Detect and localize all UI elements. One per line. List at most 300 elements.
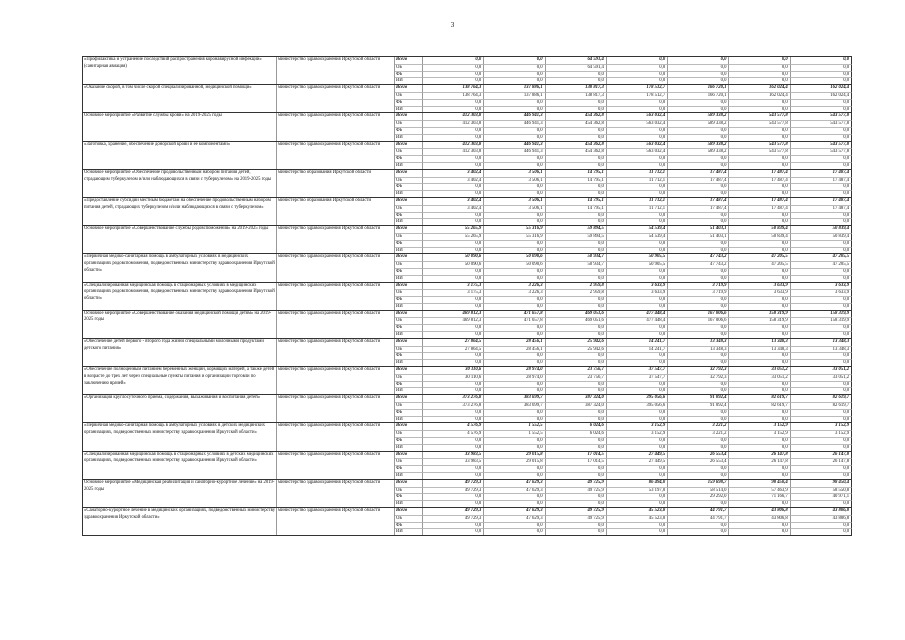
amount-cell: 0,0 — [607, 331, 668, 338]
amount-cell: 0,0 — [729, 127, 790, 134]
amount-cell: 0,0 — [484, 387, 545, 394]
amount-cell: 0,0 — [791, 162, 852, 169]
funding-source: ИИ — [395, 247, 423, 254]
amount-cell: 91 092,4 — [668, 402, 729, 409]
amount-cell: 50 090,6 — [423, 261, 484, 268]
amount-cell: 49 725,9 — [546, 515, 607, 522]
amount-cell: 0,0 — [423, 77, 484, 84]
amount-cell: 454 362,8 — [546, 113, 607, 120]
funding-source: ФБ — [395, 409, 423, 416]
amount-cell: 162 024,4 — [729, 85, 790, 92]
amount-cell: 0,0 — [668, 296, 729, 303]
amount-cell: 0,0 — [484, 190, 545, 197]
amount-cell: 0,0 — [546, 247, 607, 254]
amount-cell: 0,0 — [791, 127, 852, 134]
amount-cell: 0,0 — [668, 331, 729, 338]
amount-cell: 446 941,3 — [484, 148, 545, 155]
funding-source: ОБ — [395, 92, 423, 99]
funding-source: ФБ — [395, 352, 423, 359]
amount-cell: 589 338,2 — [668, 120, 729, 127]
amount-cell: 387 324,0 — [546, 402, 607, 409]
amount-cell: 138 764,3 — [423, 85, 484, 92]
funding-source: ИИ — [395, 106, 423, 113]
amount-cell: 40 971,1 — [791, 493, 852, 500]
table-row — [82, 366, 852, 394]
funding-source: Всего — [395, 452, 423, 459]
funding-source: ИИ — [395, 162, 423, 169]
amount-cell: 0,0 — [729, 444, 790, 451]
amount-cell: 543 577,8 — [791, 142, 852, 149]
amount-cell: 138 817,3 — [546, 85, 607, 92]
amount-cell: 26 147,8 — [729, 458, 790, 465]
amount-cell: 395 056,6 — [607, 395, 668, 402]
amount-cell: 373 276,8 — [423, 395, 484, 402]
amount-cell: 0,0 — [423, 444, 484, 451]
amount-cell: 0,0 — [546, 155, 607, 162]
executor: министерство здравоохранения Иркутской области — [277, 423, 395, 450]
amount-cell: 0,0 — [791, 444, 852, 451]
amount-cell: 0,0 — [791, 134, 852, 141]
amount-cell: 17 487,4 — [729, 170, 790, 177]
amount-cell: 0,0 — [423, 155, 484, 162]
amount-cell: 0,0 — [484, 416, 545, 423]
table-row — [82, 197, 852, 225]
amount-cell: 43 806,8 — [729, 508, 790, 515]
amount-cell: 543 577,8 — [729, 148, 790, 155]
funding-source: ФБ — [395, 127, 423, 134]
amount-cell: 33 051,2 — [729, 367, 790, 374]
amount-cell: 0,0 — [729, 71, 790, 78]
amount-cell: 0,0 — [546, 387, 607, 394]
amount-cell: 0,0 — [546, 71, 607, 78]
amount-cell: 138 764,3 — [423, 92, 484, 99]
amount-cell: 17 014,5 — [546, 452, 607, 459]
activity-name: Основное мероприятие «Совершенствование оказания медицинской помощи детям» на 2019-2025 годы — [82, 311, 277, 338]
amount-cell: 454 362,8 — [546, 120, 607, 127]
amount-cell: 0,0 — [668, 268, 729, 275]
amount-cell: 3 402,4 — [423, 170, 484, 177]
amount-cell: 0,0 — [791, 99, 852, 106]
amount-cell: 0,0 — [791, 275, 852, 282]
amount-cell: 0,0 — [423, 387, 484, 394]
amount-cell: 0,0 — [607, 134, 668, 141]
amount-cell: 0,0 — [729, 212, 790, 219]
amount-cell: 0,0 — [423, 472, 484, 479]
funding-source: ОБ — [395, 261, 423, 268]
amount-cell: 6 024,6 — [546, 430, 607, 437]
amount-cell: 53 197,0 — [607, 487, 668, 494]
amount-cell: 17 014,5 — [546, 458, 607, 465]
funding-source: ФБ — [395, 437, 423, 444]
funding-source: ОБ — [395, 515, 423, 522]
amount-cell: 50 839,4 — [791, 233, 852, 240]
funding-source: Всего — [395, 508, 423, 515]
amount-cell: 0,0 — [668, 437, 729, 444]
row-total-line — [82, 451, 852, 464]
amount-cell: 0,0 — [484, 155, 545, 162]
amount-cell: 0,0 — [607, 437, 668, 444]
funding-source: Всего — [395, 198, 423, 205]
amount-cell: 0,0 — [668, 134, 729, 141]
amount-cell: 13 348,3 — [668, 346, 729, 353]
amount-cell: 543 577,8 — [729, 142, 790, 149]
amount-cell: 0,0 — [729, 324, 790, 331]
activity-name: Основное мероприятие «Совершенствование службы родовспоможения» на 2019-2025 годы — [82, 226, 277, 253]
amount-cell: 33 051,2 — [791, 374, 852, 381]
amount-cell: 54 539,4 — [607, 233, 668, 240]
amount-cell: 0,0 — [607, 162, 668, 169]
amount-cell: 0,0 — [668, 162, 729, 169]
funding-source: ОБ — [395, 317, 423, 324]
executor: министерство здравоохранения Иркутской области — [277, 367, 395, 394]
amount-cell: 0,0 — [423, 127, 484, 134]
amount-cell: 0,0 — [546, 162, 607, 169]
amount-cell: 158 319,9 — [729, 311, 790, 318]
amount-cell: 0,0 — [484, 64, 545, 71]
amount-cell: 0,0 — [423, 57, 484, 64]
amount-cell: 0,0 — [546, 500, 607, 507]
amount-cell: 28 456,1 — [484, 346, 545, 353]
amount-cell: 11 712,1 — [607, 205, 668, 212]
amount-cell: 0,0 — [791, 155, 852, 162]
amount-cell: 0,0 — [423, 437, 484, 444]
amount-cell: 0,0 — [423, 99, 484, 106]
executor: министерство здравоохранения Иркутской области — [277, 480, 395, 507]
amount-cell: 0,0 — [668, 416, 729, 423]
amount-cell: 0,0 — [668, 444, 729, 451]
executor: министерство здравоохранения Иркутской области — [277, 142, 395, 169]
row-total-line — [82, 508, 852, 520]
amount-cell: 0,0 — [607, 240, 668, 247]
amount-cell: 37 547,7 — [607, 367, 668, 374]
amount-cell: 471 657,8 — [484, 317, 545, 324]
amount-cell: 0,0 — [484, 493, 545, 500]
amount-cell: 0,0 — [668, 71, 729, 78]
table-row — [82, 422, 852, 450]
amount-cell: 64 591,4 — [546, 57, 607, 64]
amount-cell: 0,0 — [729, 381, 790, 388]
table-row — [82, 225, 852, 253]
funding-source: Всего — [395, 85, 423, 92]
amount-cell: 33 983,5 — [423, 458, 484, 465]
amount-cell: 0,0 — [423, 240, 484, 247]
amount-cell: 0,0 — [668, 155, 729, 162]
amount-cell: 0,0 — [668, 352, 729, 359]
amount-cell: 0,0 — [607, 409, 668, 416]
amount-cell: 3 719,9 — [668, 283, 729, 290]
funding-source: ФБ — [395, 183, 423, 190]
amount-cell: 3 506,1 — [484, 205, 545, 212]
amount-cell: 49 729,3 — [423, 480, 484, 487]
funding-source: ФБ — [395, 324, 423, 331]
amount-cell: 3 152,9 — [607, 423, 668, 430]
amount-cell: 29 015,8 — [484, 458, 545, 465]
amount-cell: 59 894,5 — [546, 233, 607, 240]
amount-cell: 17 487,4 — [791, 198, 852, 205]
amount-cell: 43 806,8 — [791, 508, 852, 515]
amount-cell: 43 806,8 — [791, 515, 852, 522]
funding-source: ФБ — [395, 212, 423, 219]
amount-cell: 55 265,9 — [423, 226, 484, 233]
activity-name: Основное мероприятие «Медицинская реабилитация и санаторно-курортное лечение» на 2019-2025 годы — [82, 480, 277, 507]
amount-cell: 0,0 — [546, 437, 607, 444]
row-total-line — [82, 310, 852, 323]
amount-cell: 0,0 — [607, 127, 668, 134]
funding-source: Всего — [395, 367, 423, 374]
executor: министерство здравоохранения Иркутской области — [277, 226, 395, 253]
amount-cell: 0,0 — [484, 500, 545, 507]
amount-cell: 0,0 — [607, 352, 668, 359]
amount-cell: 37 547,7 — [607, 374, 668, 381]
amount-cell: 158 319,9 — [729, 317, 790, 324]
page-number: 3 — [450, 21, 455, 29]
amount-cell: 0,0 — [668, 212, 729, 219]
amount-cell: 0,0 — [607, 472, 668, 479]
amount-cell: 0,0 — [546, 275, 607, 282]
amount-cell: 0,0 — [484, 465, 545, 472]
amount-cell: 0,0 — [607, 247, 668, 254]
amount-cell: 58 550,8 — [791, 487, 852, 494]
amount-cell: 0,0 — [668, 218, 729, 225]
amount-cell: 0,0 — [423, 324, 484, 331]
amount-cell: 3 152,9 — [729, 423, 790, 430]
amount-cell: 0,0 — [484, 240, 545, 247]
amount-cell: 0,0 — [607, 106, 668, 113]
funding-source: ФБ — [395, 381, 423, 388]
table-row — [82, 394, 852, 422]
amount-cell: 23 756,7 — [546, 374, 607, 381]
amount-cell: 17 487,4 — [729, 177, 790, 184]
funding-source: ОБ — [395, 177, 423, 184]
amount-cell: 3 402,4 — [423, 198, 484, 205]
amount-cell: 0,0 — [423, 303, 484, 310]
amount-cell: 0,0 — [546, 240, 607, 247]
amount-cell: 0,0 — [484, 183, 545, 190]
amount-cell: 0,0 — [607, 381, 668, 388]
amount-cell: 0,0 — [607, 268, 668, 275]
amount-cell: 0,0 — [668, 528, 729, 535]
amount-cell: 159 698,7 — [668, 480, 729, 487]
funding-source: ИИ — [395, 444, 423, 451]
funding-source: ФБ — [395, 240, 423, 247]
amount-cell: 0,0 — [607, 296, 668, 303]
amount-cell: 50 934,7 — [546, 254, 607, 261]
amount-cell: 0,0 — [791, 247, 852, 254]
amount-cell: 0,0 — [607, 522, 668, 529]
amount-cell: 0,0 — [546, 134, 607, 141]
amount-cell: 0,0 — [546, 352, 607, 359]
amount-cell: 98 450,4 — [729, 480, 790, 487]
funding-source: Всего — [395, 423, 423, 430]
amount-cell: 3 175,3 — [423, 289, 484, 296]
amount-cell: 469 051,6 — [546, 311, 607, 318]
executor: министерство здравоохранения Иркутской области — [277, 283, 395, 310]
executor: министерство здравоохранения Иркутской области — [277, 508, 395, 535]
amount-cell: 13 348,3 — [729, 339, 790, 346]
amount-cell: 0,0 — [668, 409, 729, 416]
amount-cell: 0,0 — [729, 275, 790, 282]
amount-cell: 49 729,3 — [423, 487, 484, 494]
amount-cell: 178 512,7 — [607, 92, 668, 99]
row-total-line — [82, 197, 852, 210]
funding-source: Всего — [395, 226, 423, 233]
amount-cell: 0,0 — [791, 465, 852, 472]
amount-cell: 3 152,9 — [791, 423, 852, 430]
activity-name: «Специализированная медицинская помощь в стационарных условиях в медицинских организациях родовспоможения, подведомственных министерству здравоохранения Иркутской области» — [82, 283, 277, 310]
amount-cell: 2 959,8 — [546, 283, 607, 290]
amount-cell: 47 205,5 — [791, 254, 852, 261]
amount-cell: 0,0 — [423, 64, 484, 71]
activity-name: Основное мероприятие «Развитие службы крови» на 2019-2025 годы — [82, 113, 277, 140]
amount-cell: 0,0 — [546, 127, 607, 134]
funding-source: ОБ — [395, 458, 423, 465]
amount-cell: 0,0 — [484, 127, 545, 134]
amount-cell: 0,0 — [668, 247, 729, 254]
amount-cell: 0,0 — [668, 57, 729, 64]
row-total-line — [82, 85, 852, 92]
amount-cell: 0,0 — [729, 57, 790, 64]
amount-cell: 543 577,8 — [729, 120, 790, 127]
amount-cell: 0,0 — [729, 106, 790, 113]
amount-cell: 0,0 — [423, 296, 484, 303]
amount-cell: 3 221,2 — [668, 423, 729, 430]
amount-cell: 0,0 — [791, 324, 852, 331]
amount-cell: 446 941,3 — [484, 142, 545, 149]
amount-cell: 91 092,4 — [668, 395, 729, 402]
amount-cell: 0,0 — [423, 352, 484, 359]
amount-cell: 0,0 — [484, 472, 545, 479]
amount-cell: 0,0 — [423, 190, 484, 197]
amount-cell: 0,0 — [546, 190, 607, 197]
amount-cell: 47 205,5 — [729, 254, 790, 261]
amount-cell: 44 791,7 — [668, 515, 729, 522]
amount-cell: 54 539,4 — [607, 226, 668, 233]
funding-source: ИИ — [395, 134, 423, 141]
funding-source: ОБ — [395, 402, 423, 409]
amount-cell: 0,0 — [546, 381, 607, 388]
amount-cell: 0,0 — [546, 218, 607, 225]
table-row — [82, 282, 852, 310]
amount-cell: 0,0 — [423, 218, 484, 225]
amount-cell: 0,0 — [423, 134, 484, 141]
amount-cell: 387 324,0 — [546, 395, 607, 402]
executor: министерство здравоохранения Иркутской области — [277, 57, 395, 84]
amount-cell: 178 512,7 — [607, 85, 668, 92]
amount-cell: 0,0 — [607, 64, 668, 71]
amount-cell: 0,0 — [423, 212, 484, 219]
amount-cell: 0,0 — [791, 57, 852, 64]
amount-cell: 0,0 — [546, 99, 607, 106]
amount-cell: 0,0 — [729, 247, 790, 254]
amount-cell: 0,0 — [423, 465, 484, 472]
executor: министерство здравоохранения Иркутской области — [277, 452, 395, 479]
amount-cell: 3 402,4 — [423, 177, 484, 184]
amount-cell: 17 487,4 — [668, 177, 729, 184]
executor: министерство здравоохранения Иркутской области — [277, 113, 395, 140]
amount-cell: 47 205,5 — [791, 261, 852, 268]
amount-cell: 0,0 — [607, 218, 668, 225]
amount-cell: 3 633,9 — [729, 289, 790, 296]
activity-name: «Профилактика и устранение последствий распространения коронавирусной инфекции» (санитарная авиация) — [82, 57, 277, 84]
amount-cell: 0,0 — [729, 77, 790, 84]
amount-cell: 0,0 — [546, 303, 607, 310]
amount-cell: 0,0 — [791, 303, 852, 310]
amount-cell: 471 657,8 — [484, 311, 545, 318]
amount-cell: 58 514,0 — [668, 487, 729, 494]
amount-cell: 55 265,9 — [423, 233, 484, 240]
amount-cell: 26 553,4 — [668, 458, 729, 465]
amount-cell: 0,0 — [668, 324, 729, 331]
amount-cell: 50 839,4 — [729, 226, 790, 233]
executor: министерство здравоохранения Иркутской области — [277, 395, 395, 422]
amount-cell: 0,0 — [729, 472, 790, 479]
amount-cell: 32 792,3 — [668, 367, 729, 374]
amount-cell: 0,0 — [546, 331, 607, 338]
amount-cell: 0,0 — [423, 409, 484, 416]
table-row — [82, 141, 852, 169]
amount-cell: 55 316,9 — [484, 233, 545, 240]
amount-cell: 26 553,4 — [668, 452, 729, 459]
amount-cell: 0,0 — [791, 64, 852, 71]
amount-cell: 47 629,3 — [484, 480, 545, 487]
funding-source: ИИ — [395, 387, 423, 394]
amount-cell: 0,0 — [484, 247, 545, 254]
amount-cell: 26 147,8 — [791, 452, 852, 459]
amount-cell: 0,0 — [668, 500, 729, 507]
amount-cell: 14 241,7 — [607, 346, 668, 353]
amount-cell: 0,0 — [729, 437, 790, 444]
amount-cell: 33 051,2 — [791, 367, 852, 374]
amount-cell: 0,0 — [484, 99, 545, 106]
amount-cell: 0,0 — [668, 381, 729, 388]
funding-source: ФБ — [395, 522, 423, 529]
amount-cell: 0,0 — [791, 240, 852, 247]
funding-source: Всего — [395, 311, 423, 318]
amount-cell: 43 806,8 — [729, 515, 790, 522]
amount-cell: 4 576,9 — [423, 430, 484, 437]
amount-cell: 0,0 — [791, 522, 852, 529]
amount-cell: 477 448,4 — [607, 311, 668, 318]
amount-cell: 0,0 — [791, 268, 852, 275]
amount-cell: 0,0 — [729, 99, 790, 106]
amount-cell: 64 591,4 — [546, 64, 607, 71]
amount-cell: 0,0 — [546, 324, 607, 331]
funding-source: Всего — [395, 113, 423, 120]
amount-cell: 17 487,4 — [729, 205, 790, 212]
amount-cell: 27 449,5 — [607, 458, 668, 465]
amount-cell: 45 523,8 — [607, 515, 668, 522]
table-row — [82, 169, 852, 197]
amount-cell: 50 090,6 — [423, 254, 484, 261]
funding-source: ФБ — [395, 155, 423, 162]
amount-cell: 0,0 — [484, 359, 545, 366]
amount-cell: 0,0 — [423, 106, 484, 113]
amount-cell: 0,0 — [729, 64, 790, 71]
amount-cell: 563 032,4 — [607, 148, 668, 155]
amount-cell: 23 756,7 — [546, 367, 607, 374]
amount-cell: 0,0 — [484, 57, 545, 64]
amount-cell: 3 633,9 — [729, 283, 790, 290]
amount-cell: 0,0 — [484, 106, 545, 113]
amount-cell: 412 303,8 — [423, 142, 484, 149]
executor: министерство образования Иркутской области — [277, 198, 395, 225]
amount-cell: 412 303,8 — [423, 120, 484, 127]
amount-cell: 0,0 — [668, 303, 729, 310]
amount-cell: 0,0 — [484, 77, 545, 84]
amount-cell: 0,0 — [791, 77, 852, 84]
amount-cell: 0,0 — [423, 416, 484, 423]
activity-name: «Санаторно-курортное лечение в медицинских организациях, подведомственных министерству здравоохранения Иркутской области» — [82, 508, 277, 535]
